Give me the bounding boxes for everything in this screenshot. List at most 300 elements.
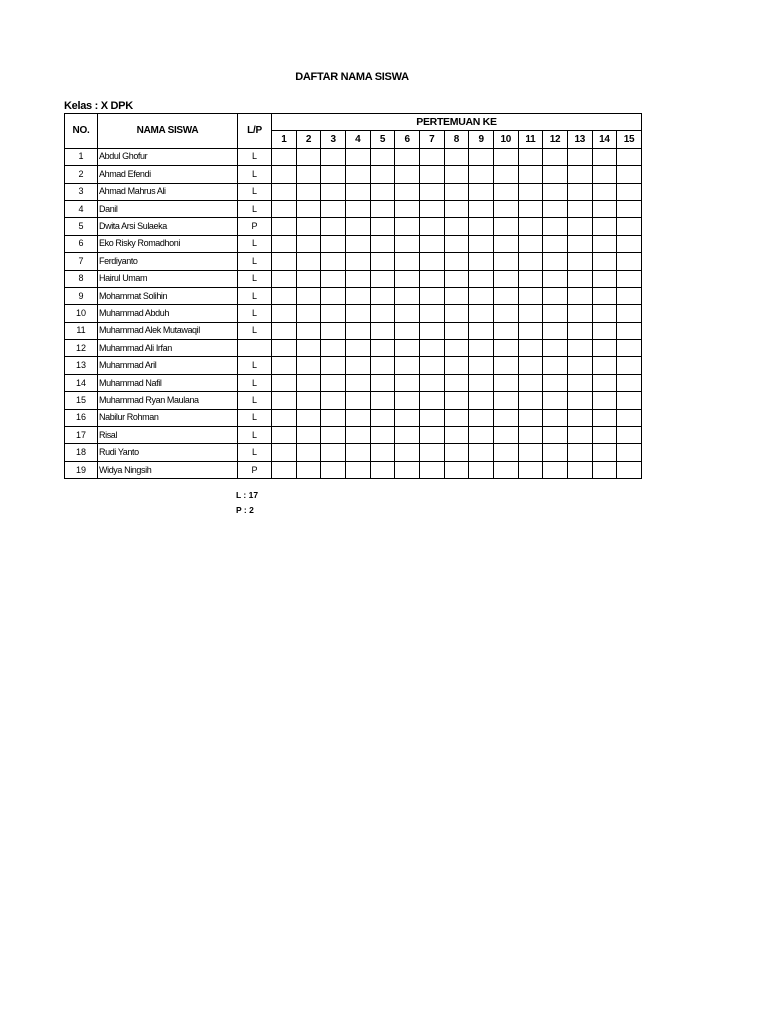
attendance-cell [296, 461, 321, 478]
student-name: Widya Ningsih [98, 461, 238, 478]
student-rows [65, 148, 642, 478]
attendance-cell [296, 270, 321, 287]
attendance-cell [543, 166, 568, 183]
attendance-cell [272, 340, 297, 357]
student-name: Muhammad Aril [98, 357, 238, 374]
attendance-cell [592, 427, 617, 444]
student-number: 15 [65, 392, 98, 409]
attendance-cell [493, 357, 518, 374]
student-number: 10 [65, 305, 98, 322]
attendance-cell [592, 253, 617, 270]
table-row [65, 166, 642, 183]
attendance-cell [395, 287, 420, 304]
attendance-cell [567, 148, 592, 165]
meeting-number-header: 9 [469, 131, 494, 148]
meeting-number-header: 5 [370, 131, 395, 148]
attendance-cell [272, 461, 297, 478]
meeting-number-header: 8 [444, 131, 469, 148]
student-gender [238, 340, 272, 357]
attendance-cell [296, 357, 321, 374]
attendance-cell [567, 427, 592, 444]
attendance-cell [321, 287, 346, 304]
attendance-cell [370, 235, 395, 252]
attendance-cell [469, 218, 494, 235]
student-name: Abdul Ghofur [98, 148, 238, 165]
table-row [65, 287, 642, 304]
attendance-cell [444, 253, 469, 270]
attendance-cell [419, 409, 444, 426]
table-row [65, 322, 642, 339]
student-gender: L [238, 357, 272, 374]
student-gender: L [238, 374, 272, 391]
student-number: 14 [65, 374, 98, 391]
student-name: Muhammad Nafil [98, 374, 238, 391]
attendance-cell [617, 340, 642, 357]
attendance-cell [370, 200, 395, 217]
attendance-cell [345, 166, 370, 183]
attendance-cell [296, 166, 321, 183]
attendance-cell [370, 322, 395, 339]
attendance-cell [370, 287, 395, 304]
attendance-cell [567, 357, 592, 374]
attendance-cell [543, 357, 568, 374]
attendance-cell [444, 392, 469, 409]
student-number: 6 [65, 235, 98, 252]
student-gender: L [238, 253, 272, 270]
attendance-cell [518, 357, 543, 374]
student-number: 19 [65, 461, 98, 478]
attendance-cell [296, 340, 321, 357]
attendance-cell [469, 183, 494, 200]
header-row-1 [65, 114, 642, 131]
attendance-cell [493, 148, 518, 165]
attendance-cell [419, 148, 444, 165]
student-name: Danil [98, 200, 238, 217]
attendance-cell [272, 427, 297, 444]
attendance-cell [592, 305, 617, 322]
attendance-cell [518, 305, 543, 322]
attendance-cell [345, 148, 370, 165]
student-gender: L [238, 270, 272, 287]
attendance-cell [395, 183, 420, 200]
attendance-cell [518, 148, 543, 165]
meeting-number-header: 4 [345, 131, 370, 148]
student-number: 4 [65, 200, 98, 217]
attendance-cell [543, 374, 568, 391]
col-header-name: NAMA SISWA [98, 114, 238, 149]
attendance-cell [272, 392, 297, 409]
attendance-cell [345, 322, 370, 339]
attendance-cell [370, 357, 395, 374]
attendance-cell [493, 183, 518, 200]
attendance-cell [592, 409, 617, 426]
attendance-cell [592, 322, 617, 339]
student-name: Ahmad Efendi [98, 166, 238, 183]
attendance-cell [395, 340, 420, 357]
attendance-cell [444, 183, 469, 200]
attendance-cell [469, 409, 494, 426]
attendance-cell [345, 409, 370, 426]
meeting-number-header: 11 [518, 131, 543, 148]
attendance-cell [444, 218, 469, 235]
attendance-cell [469, 357, 494, 374]
attendance-cell [345, 392, 370, 409]
attendance-cell [419, 200, 444, 217]
attendance-cell [370, 148, 395, 165]
attendance-cell [592, 200, 617, 217]
attendance-cell [345, 340, 370, 357]
attendance-cell [444, 200, 469, 217]
student-name: Muhammad Ali Irfan [98, 340, 238, 357]
attendance-cell [617, 218, 642, 235]
attendance-cell [321, 340, 346, 357]
attendance-cell [592, 218, 617, 235]
attendance-cell [321, 392, 346, 409]
attendance-cell [617, 235, 642, 252]
attendance-cell [395, 305, 420, 322]
attendance-cell [469, 374, 494, 391]
attendance-cell [543, 409, 568, 426]
attendance-cell [518, 218, 543, 235]
attendance-cell [419, 392, 444, 409]
summary-male: L : 17 [236, 490, 259, 500]
attendance-cell [444, 305, 469, 322]
attendance-cell [567, 183, 592, 200]
attendance-cell [617, 374, 642, 391]
attendance-cell [321, 461, 346, 478]
attendance-cell [444, 322, 469, 339]
attendance-cell [567, 461, 592, 478]
attendance-cell [296, 253, 321, 270]
student-gender: L [238, 200, 272, 217]
attendance-cell [272, 287, 297, 304]
attendance-cell [493, 374, 518, 391]
student-number: 7 [65, 253, 98, 270]
attendance-cell [345, 235, 370, 252]
attendance-cell [518, 461, 543, 478]
attendance-cell [543, 235, 568, 252]
attendance-cell [518, 322, 543, 339]
attendance-cell [518, 253, 543, 270]
attendance-cell [567, 287, 592, 304]
meeting-number-header: 15 [617, 131, 642, 148]
col-header-meetings: PERTEMUAN KE [272, 114, 642, 131]
attendance-cell [493, 392, 518, 409]
attendance-cell [296, 235, 321, 252]
student-number: 8 [65, 270, 98, 287]
attendance-cell [321, 427, 346, 444]
student-number: 1 [65, 148, 98, 165]
student-name: Eko Risky Romadhoni [98, 235, 238, 252]
attendance-cell [567, 374, 592, 391]
table-row [65, 253, 642, 270]
attendance-cell [419, 461, 444, 478]
attendance-cell [592, 235, 617, 252]
attendance-cell [493, 409, 518, 426]
attendance-cell [272, 218, 297, 235]
attendance-cell [272, 183, 297, 200]
attendance-cell [321, 200, 346, 217]
attendance-cell [395, 166, 420, 183]
attendance-cell [469, 305, 494, 322]
table-row [65, 392, 642, 409]
attendance-cell [321, 235, 346, 252]
attendance-cell [592, 392, 617, 409]
attendance-cell [272, 444, 297, 461]
attendance-cell [321, 183, 346, 200]
attendance-cell [444, 461, 469, 478]
student-gender: L [238, 427, 272, 444]
attendance-cell [617, 183, 642, 200]
meeting-number-header: 2 [296, 131, 321, 148]
student-name: Rudi Yanto [98, 444, 238, 461]
table-row [65, 409, 642, 426]
student-name: Ahmad Mahrus Ali [98, 183, 238, 200]
attendance-cell [493, 218, 518, 235]
attendance-cell [419, 444, 444, 461]
attendance-cell [543, 305, 568, 322]
attendance-cell [321, 409, 346, 426]
attendance-cell [370, 444, 395, 461]
attendance-cell [617, 444, 642, 461]
attendance-cell [296, 287, 321, 304]
attendance-cell [395, 374, 420, 391]
attendance-cell [493, 444, 518, 461]
attendance-cell [321, 305, 346, 322]
attendance-cell [272, 322, 297, 339]
table-row [65, 305, 642, 322]
attendance-cell [543, 322, 568, 339]
attendance-cell [617, 287, 642, 304]
attendance-cell [345, 270, 370, 287]
attendance-cell [345, 374, 370, 391]
student-name: Muhammad Ryan Maulana [98, 392, 238, 409]
attendance-cell [296, 218, 321, 235]
attendance-cell [469, 148, 494, 165]
student-gender: L [238, 322, 272, 339]
attendance-cell [592, 287, 617, 304]
student-gender: L [238, 166, 272, 183]
attendance-cell [518, 444, 543, 461]
attendance-cell [543, 427, 568, 444]
meeting-number-header: 13 [567, 131, 592, 148]
attendance-cell [321, 322, 346, 339]
attendance-cell [296, 322, 321, 339]
attendance-cell [567, 322, 592, 339]
meeting-number-header: 6 [395, 131, 420, 148]
attendance-cell [469, 340, 494, 357]
class-label: Kelas : X DPK [64, 100, 133, 112]
student-number: 16 [65, 409, 98, 426]
attendance-cell [296, 200, 321, 217]
attendance-cell [419, 305, 444, 322]
attendance-table [64, 113, 642, 479]
attendance-cell [395, 218, 420, 235]
attendance-cell [543, 270, 568, 287]
attendance-cell [395, 427, 420, 444]
attendance-cell [370, 340, 395, 357]
attendance-cell [272, 270, 297, 287]
attendance-cell [493, 340, 518, 357]
attendance-cell [444, 235, 469, 252]
student-gender: L [238, 287, 272, 304]
attendance-cell [370, 427, 395, 444]
attendance-cell [321, 166, 346, 183]
attendance-cell [617, 270, 642, 287]
attendance-cell [518, 235, 543, 252]
attendance-cell [395, 409, 420, 426]
attendance-cell [444, 166, 469, 183]
table-row [65, 427, 642, 444]
attendance-cell [395, 148, 420, 165]
table-row [65, 444, 642, 461]
attendance-cell [272, 409, 297, 426]
col-header-no: NO. [65, 114, 98, 149]
attendance-cell [296, 444, 321, 461]
attendance-cell [617, 200, 642, 217]
student-gender: L [238, 444, 272, 461]
attendance-cell [592, 148, 617, 165]
table-row [65, 357, 642, 374]
attendance-cell [296, 374, 321, 391]
attendance-cell [493, 200, 518, 217]
table-row [65, 183, 642, 200]
attendance-cell [419, 287, 444, 304]
attendance-cell [272, 357, 297, 374]
attendance-cell [617, 409, 642, 426]
student-number: 9 [65, 287, 98, 304]
attendance-cell [296, 427, 321, 444]
meeting-number-header: 3 [321, 131, 346, 148]
attendance-cell [296, 305, 321, 322]
attendance-cell [370, 374, 395, 391]
attendance-cell [345, 357, 370, 374]
student-number: 12 [65, 340, 98, 357]
attendance-cell [469, 166, 494, 183]
attendance-cell [493, 461, 518, 478]
table-row [65, 374, 642, 391]
student-number: 11 [65, 322, 98, 339]
attendance-cell [419, 374, 444, 391]
attendance-cell [518, 409, 543, 426]
attendance-cell [518, 427, 543, 444]
attendance-cell [592, 357, 617, 374]
student-number: 18 [65, 444, 98, 461]
student-name: Risal [98, 427, 238, 444]
student-gender: L [238, 392, 272, 409]
table-row [65, 200, 642, 217]
attendance-cell [518, 392, 543, 409]
attendance-cell [395, 392, 420, 409]
attendance-cell [567, 305, 592, 322]
attendance-cell [321, 444, 346, 461]
attendance-cell [321, 357, 346, 374]
table-row [65, 235, 642, 252]
attendance-cell [493, 235, 518, 252]
student-name: Muhammad Abduh [98, 305, 238, 322]
attendance-cell [543, 200, 568, 217]
student-name: Dwita Arsi Sulaeka [98, 218, 238, 235]
attendance-cell [543, 444, 568, 461]
student-name: Mohammat Solihin [98, 287, 238, 304]
student-gender: L [238, 305, 272, 322]
attendance-cell [395, 270, 420, 287]
attendance-cell [419, 218, 444, 235]
attendance-cell [592, 270, 617, 287]
student-name: Ferdiyanto [98, 253, 238, 270]
attendance-cell [617, 357, 642, 374]
meeting-number-header: 1 [272, 131, 297, 148]
attendance-cell [419, 235, 444, 252]
attendance-cell [518, 270, 543, 287]
attendance-cell [345, 305, 370, 322]
attendance-cell [321, 148, 346, 165]
attendance-cell [567, 218, 592, 235]
attendance-cell [543, 253, 568, 270]
attendance-cell [567, 409, 592, 426]
attendance-cell [370, 253, 395, 270]
attendance-cell [272, 200, 297, 217]
attendance-cell [370, 183, 395, 200]
attendance-cell [444, 357, 469, 374]
attendance-cell [345, 218, 370, 235]
attendance-cell [543, 461, 568, 478]
attendance-cell [567, 340, 592, 357]
attendance-cell [444, 340, 469, 357]
attendance-cell [345, 444, 370, 461]
attendance-cell [518, 340, 543, 357]
attendance-cell [419, 270, 444, 287]
attendance-cell [395, 357, 420, 374]
table-row [65, 270, 642, 287]
attendance-cell [617, 392, 642, 409]
attendance-cell [272, 148, 297, 165]
attendance-cell [370, 305, 395, 322]
attendance-cell [444, 374, 469, 391]
attendance-cell [518, 374, 543, 391]
student-gender: P [238, 218, 272, 235]
meeting-number-header: 7 [419, 131, 444, 148]
attendance-cell [444, 444, 469, 461]
attendance-cell [592, 461, 617, 478]
attendance-cell [321, 218, 346, 235]
attendance-cell [419, 340, 444, 357]
attendance-cell [469, 200, 494, 217]
attendance-cell [493, 287, 518, 304]
attendance-cell [395, 461, 420, 478]
attendance-cell [543, 183, 568, 200]
attendance-cell [345, 287, 370, 304]
attendance-cell [444, 148, 469, 165]
attendance-cell [518, 183, 543, 200]
attendance-cell [617, 305, 642, 322]
attendance-cell [296, 183, 321, 200]
attendance-cell [370, 218, 395, 235]
attendance-cell [370, 461, 395, 478]
attendance-cell [321, 253, 346, 270]
attendance-cell [469, 287, 494, 304]
attendance-cell [567, 166, 592, 183]
attendance-cell [567, 200, 592, 217]
attendance-cell [543, 218, 568, 235]
attendance-cell [370, 270, 395, 287]
attendance-cell [419, 253, 444, 270]
attendance-cell [469, 461, 494, 478]
attendance-cell [345, 200, 370, 217]
attendance-cell [345, 461, 370, 478]
table-row [65, 340, 642, 357]
table-row [65, 148, 642, 165]
